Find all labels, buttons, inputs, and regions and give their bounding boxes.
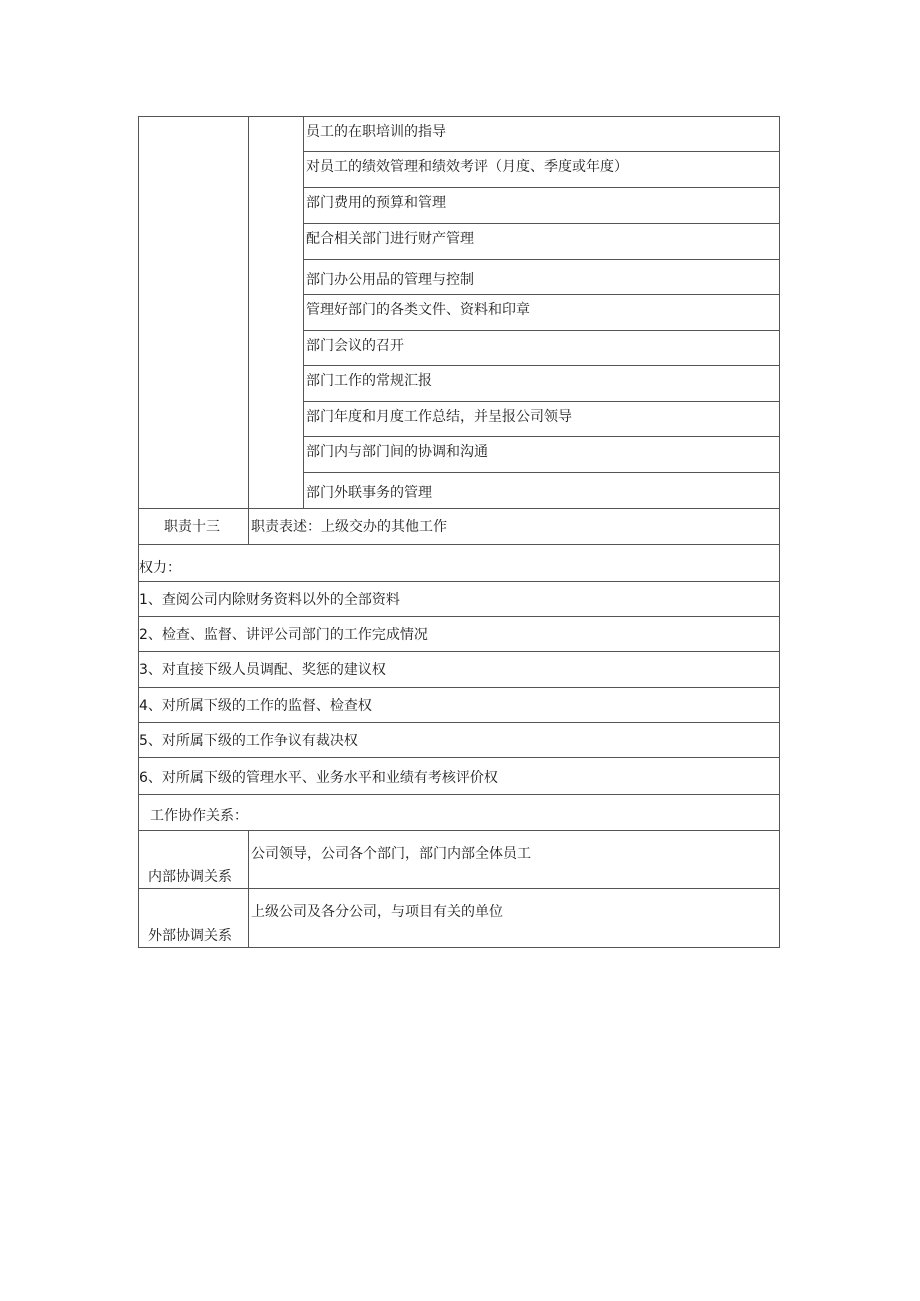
row-line	[138, 830, 780, 831]
row-line	[138, 651, 780, 652]
row-line	[138, 757, 780, 758]
duty-item: 部门年度和月度工作总结，并呈报公司领导	[306, 409, 572, 425]
duty-item: 员工的在职培训的指导	[306, 124, 446, 140]
row-line	[138, 581, 780, 582]
row-line	[303, 294, 780, 295]
relations-col-divider	[248, 830, 249, 948]
row-line	[138, 544, 780, 545]
power-item: 5、对所属下级的工作争议有裁决权	[139, 733, 358, 749]
internal-relations-label: 内部协调关系	[148, 869, 232, 885]
duty-13-label: 职责十三	[164, 519, 220, 535]
row-line	[138, 888, 780, 889]
row-line	[138, 616, 780, 617]
duty-item: 部门工作的常规汇报	[306, 373, 432, 389]
power-item: 1、查阅公司内除财务资料以外的全部资料	[139, 592, 400, 608]
power-item: 4、对所属下级的工作的监督、检查权	[139, 698, 372, 714]
power-item: 3、对直接下级人员调配、奖惩的建议权	[139, 662, 386, 678]
duty-item: 部门费用的预算和管理	[306, 195, 446, 211]
row-line	[303, 401, 780, 402]
power-item: 6、对所属下级的管理水平、业务水平和业绩有考核评价权	[139, 770, 498, 786]
row-line	[138, 722, 780, 723]
row-line	[303, 365, 780, 366]
row-line	[303, 259, 780, 260]
duty-item: 部门内与部门间的协调和沟通	[306, 444, 488, 460]
duty-item: 配合相关部门进行财产管理	[306, 231, 474, 247]
row-line	[303, 472, 780, 473]
duty-item: 对员工的绩效管理和绩效考评（月度、季度或年度）	[306, 159, 628, 175]
row-line	[303, 330, 780, 331]
duty-13-description: 职责表述：上级交办的其他工作	[251, 519, 447, 535]
duty-item: 部门外联事务的管理	[306, 485, 432, 501]
row-line	[138, 687, 780, 688]
internal-relations-value: 公司领导，公司各个部门，部门内部全体员工	[251, 846, 531, 862]
powers-title: 权力：	[139, 560, 181, 576]
row-line	[303, 436, 780, 437]
row-line	[303, 223, 780, 224]
external-relations-label: 外部协调关系	[148, 928, 232, 944]
duty-item: 管理好部门的各类文件、资料和印章	[306, 302, 530, 318]
duty-item: 部门办公用品的管理与控制	[306, 272, 474, 288]
relations-title: 工作协作关系：	[150, 808, 248, 824]
col-divider-1	[248, 116, 249, 544]
duty-item: 部门会议的召开	[306, 338, 404, 354]
row-line	[303, 151, 780, 152]
row-line	[138, 508, 780, 509]
col-divider-2	[303, 116, 304, 508]
row-line	[138, 794, 780, 795]
power-item: 2、检查、监督、讲评公司部门的工作完成情况	[139, 627, 428, 643]
external-relations-value: 上级公司及各分公司，与项目有关的单位	[251, 904, 503, 920]
row-line	[303, 187, 780, 188]
